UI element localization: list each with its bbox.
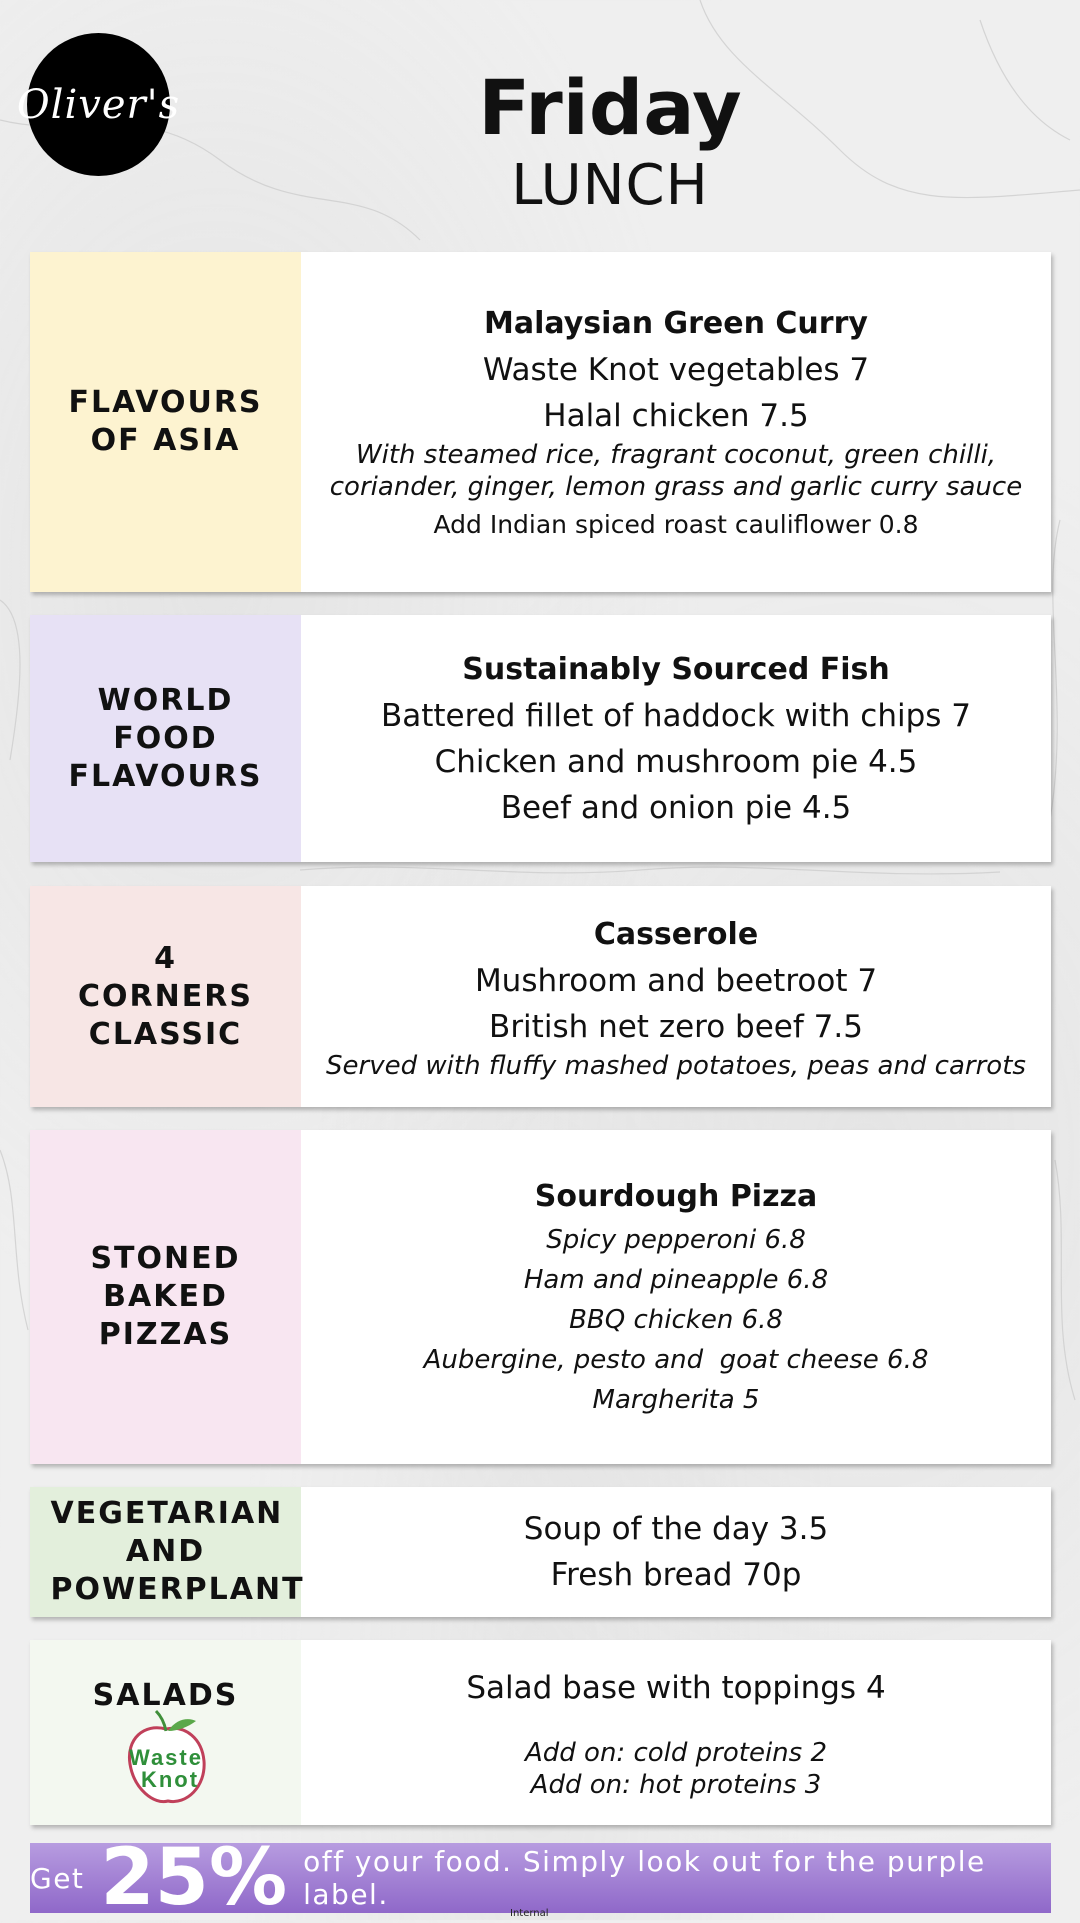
add-on-item: Add Indian spiced roast cauliflower 0.8 xyxy=(433,510,919,539)
category-panel xyxy=(30,886,301,1107)
banner-message: off your food. Simply look out for the purple label. xyxy=(303,1845,986,1911)
dish-title: Malaysian Green Curry xyxy=(484,306,868,341)
menu-content xyxy=(301,615,1051,862)
dish-title: Sustainably Sourced Fish xyxy=(462,651,890,687)
menu-item: Beef and onion pie 4.5 xyxy=(500,789,852,826)
menu-section-4-corners-classic xyxy=(30,886,1051,1107)
add-on-item: Add on: cold proteins 2 xyxy=(524,1737,827,1768)
dish-title: Casserole xyxy=(593,916,759,952)
menu-item: Salad base with toppings 4 xyxy=(466,1669,886,1706)
menu-section-vegetarian-powerplant xyxy=(30,1487,1051,1617)
waste-knot-logo xyxy=(116,1709,216,1809)
category-panel xyxy=(30,252,301,592)
svg-text:Knot: Knot xyxy=(140,1766,199,1792)
menu-section-salads xyxy=(30,1640,1051,1825)
category-label: SALADS xyxy=(92,1677,239,1713)
category-panel xyxy=(30,615,301,862)
waste-knot-logo-text: Waste xyxy=(128,1744,203,1770)
page-title-day: Friday xyxy=(478,63,742,152)
menu-item: Battered fillet of haddock with chips 7 xyxy=(380,697,972,734)
menu-content xyxy=(301,1487,1051,1617)
category-label: WORLD FOOD FLAVOURS xyxy=(68,682,263,794)
category-label: STONED BAKED PIZZAS xyxy=(90,1241,241,1352)
dish-description-line: coriander, ginger, lemon grass and garlic curry sauce xyxy=(329,472,1023,502)
banner-discount: 25% xyxy=(100,1833,288,1923)
category-panel xyxy=(30,1487,305,1617)
pizza-item: Ham and pineapple 6.8 xyxy=(523,1265,829,1295)
dish-description-line: With steamed rice, fragrant coconut, green chilli, xyxy=(355,440,997,470)
pizza-item: BBQ chicken 6.8 xyxy=(569,1305,783,1335)
page-subtitle-meal: LUNCH xyxy=(511,153,709,218)
menu-item: British net zero beef 7.5 xyxy=(489,1008,863,1045)
logo-text: Oliver's xyxy=(16,81,181,128)
menu-item: Mushroom and beetroot 7 xyxy=(474,962,878,999)
menu-item: Fresh bread 70p xyxy=(550,1557,802,1593)
category-panel xyxy=(30,1640,301,1825)
menu-item: Chicken and mushroom pie 4.5 xyxy=(434,743,918,780)
pizza-item: Margherita 5 xyxy=(592,1385,760,1415)
menu-section-world-food-flavours xyxy=(30,615,1051,862)
menu-content xyxy=(301,1640,1051,1825)
category-label: 4 CORNERS CLASSIC xyxy=(78,940,253,1052)
menu-content xyxy=(301,1130,1051,1464)
menu-content xyxy=(301,252,1051,592)
category-panel xyxy=(30,1130,301,1464)
menu-item: Soup of the day 3.5 xyxy=(523,1511,829,1547)
dish-description: Served with fluffy mashed potatoes, peas and carrots xyxy=(326,1050,1026,1081)
dish-title: Sourdough Pizza xyxy=(534,1179,818,1214)
category-label: VEGETARIAN AND POWERPLANT xyxy=(50,1496,305,1607)
menu-section-flavours-of-asia xyxy=(30,252,1051,592)
pizza-item: Spicy pepperoni 6.8 xyxy=(546,1225,806,1255)
pizza-item: Aubergine, pesto and goat cheese 6.8 xyxy=(423,1345,929,1375)
category-label: FLAVOURS OF ASIA xyxy=(68,385,263,458)
footer-classification: Internal xyxy=(510,1908,549,1919)
menu-content xyxy=(301,886,1051,1107)
menu-item: Halal chicken 7.5 xyxy=(543,398,809,434)
add-on-item: Add on: hot proteins 3 xyxy=(530,1769,822,1800)
menu-item: Waste Knot vegetables 7 xyxy=(482,352,870,388)
banner-prefix: Get xyxy=(30,1861,85,1895)
menu-section-stoned-baked-pizzas xyxy=(30,1130,1051,1464)
